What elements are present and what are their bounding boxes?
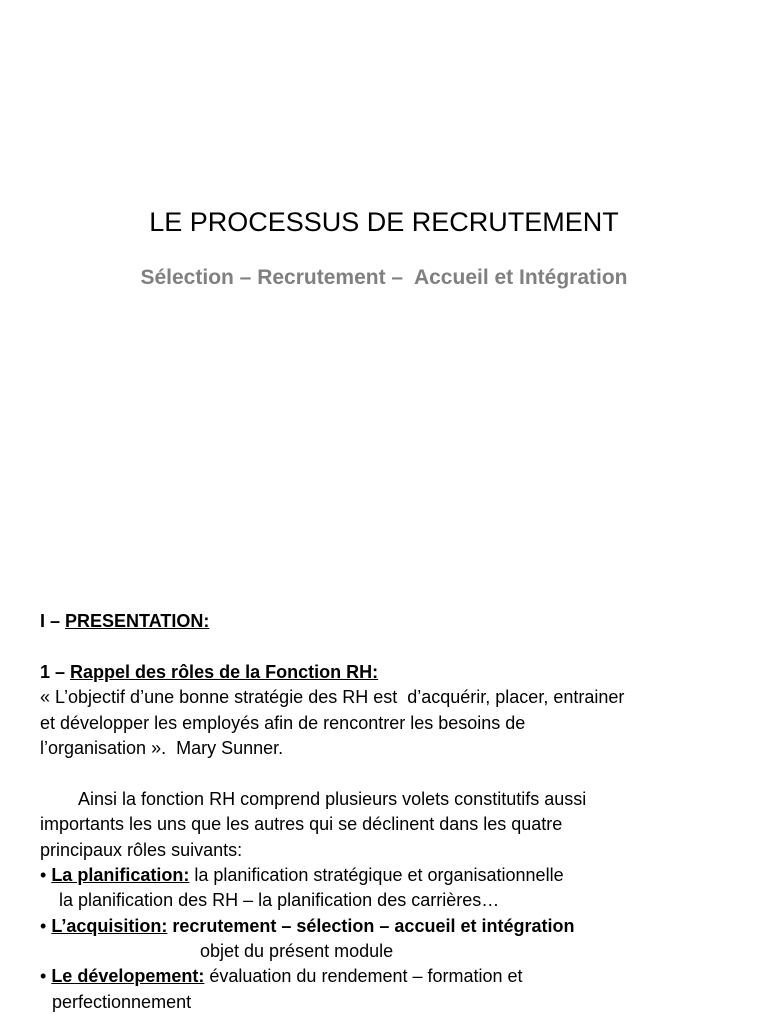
- blank-line: [40, 761, 760, 786]
- intro-line: principaux rôles suivants:: [40, 839, 243, 860]
- subsection-heading: [40, 660, 760, 685]
- subsection-heading-text: Rappel des rôles de la Fonction RH:: [70, 661, 379, 682]
- intro-line: importants les uns que les autres qui se déclinent dans les quatre: [40, 814, 563, 835]
- document-subtitle: Sélection – Recrutement – Accueil et Intégration: [140, 266, 628, 289]
- section-heading: [40, 609, 760, 634]
- quote-line: l’organisation ». Mary Sunner.: [40, 737, 284, 758]
- role-continuation: perfectionnement: [52, 991, 192, 1012]
- blank-line: [40, 634, 760, 659]
- role-text: recrutement – sélection – accueil et intégration: [167, 915, 575, 936]
- subsection-prefix: 1 –: [40, 661, 71, 682]
- section-prefix: I –: [40, 611, 66, 631]
- document-title: LE PROCESSUS DE RECRUTEMENT: [149, 207, 619, 237]
- document-body: [40, 609, 760, 1015]
- role-continuation: la planification des RH – la planification des carrières…: [59, 890, 500, 911]
- role-label: Le dévelopement:: [51, 966, 205, 987]
- bullet-icon: •: [40, 864, 52, 885]
- quote-line: et développer les employés afin de rencontrer les besoins de: [40, 712, 526, 733]
- section-heading-text: PRESENTATION:: [65, 611, 210, 631]
- role-text: la planification stratégique et organisationnelle: [189, 864, 564, 885]
- role-acquisition: [40, 914, 760, 939]
- intro-line: Ainsi la fonction RH comprend plusieurs volets constitutifs aussi: [78, 788, 587, 809]
- role-planification: [40, 863, 760, 888]
- role-continuation: objet du présent module: [200, 941, 394, 962]
- role-label: La planification:: [51, 864, 190, 885]
- role-label: L’acquisition:: [51, 915, 168, 936]
- role-developpement: [40, 964, 760, 989]
- quote-line: « L’objectif d’une bonne stratégie des RH est d’acquérir, placer, entrainer: [40, 687, 625, 708]
- role-text: évaluation du rendement – formation et: [204, 966, 523, 987]
- bullet-icon: •: [40, 915, 52, 936]
- bullet-icon: •: [40, 966, 52, 987]
